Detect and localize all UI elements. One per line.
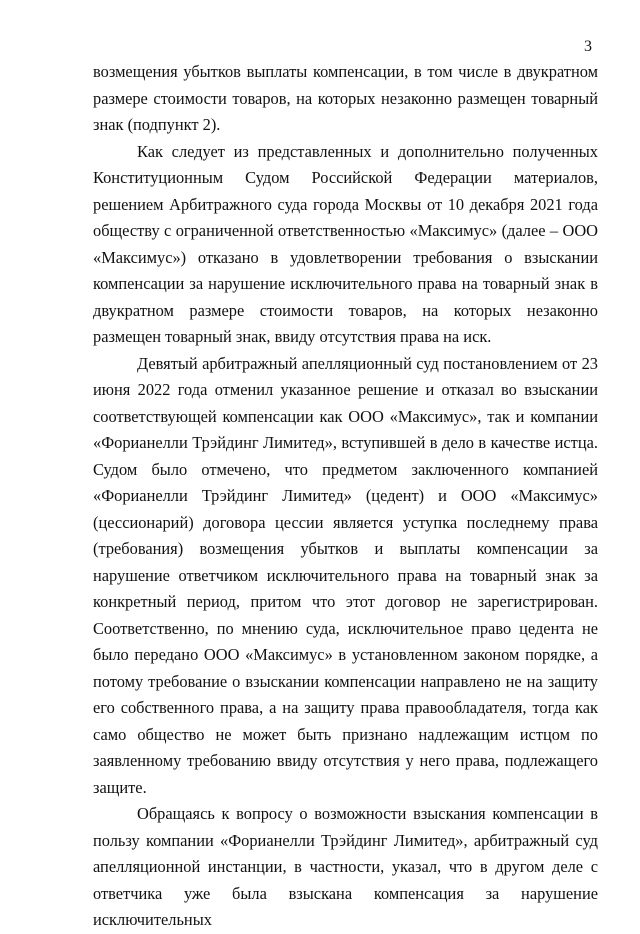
document-body — [93, 59, 598, 934]
page-number: 3 — [584, 38, 592, 55]
paragraph-3: Девятый арбитражный апелляционный суд постановлением от 23 июня 2022 года отменил указанное решение и отказал во взыскании соответствующей компенсации как ООО «Максимус», так и компании «Форианелли Трэйдинг Лимитед», вступившей в дело в качестве истца. Судом было отмечено, что предметом заключенного компанией «Форианелли Трэйдинг Лимитед» (цедент) и ООО «Максимус» (цессионарий) договора цессии является уступка последнему права (требования) возмещения убытков и выплаты компенсации за нарушение ответчиком исключительного права на товарный знак за конкретный период, притом что этот договор не зарегистрирован. Соответственно, по мнению суда, исключительное право цедента не было передано ООО «Максимус» в установленном законом порядке, а потому требование о взыскании компенсации направлено не на защиту его собственного права, а на защиту права правообладателя, тогда как само общество не может быть признано надлежащим истцом по заявленному требованию ввиду отсутствия у него права, подлежащего защите. — [93, 353, 598, 797]
paragraph-1: возмещения убытков выплаты компенсации, в том числе в двукратном размере стоимости товаров, на которых незаконно размещен товарный знак (подпункт 2). — [93, 62, 598, 134]
paragraph-2: Как следует из представленных и дополнительно полученных Конституционным Судом Российской Федерации материалов, решением Арбитражного суда города Москвы от 10 декабря 2021 года обществу с ограниченной ответственностью «Максимус» (далее – ООО «Максимус») отказано в удовлетворении требования о взыскании компенсации за нарушение исключительного права на товарный знак в двукратном размере стоимости товаров, на которых незаконно размещен товарный знак, ввиду отсутствия права на иск. — [93, 141, 598, 346]
paragraph-4: Обращаясь к вопросу о возможности взыскания компенсации в пользу компании «Форианелли Трэйдинг Лимитед», арбитражный суд апелляционной инстанции, в частности, указал, что в другом деле с ответчика уже была взыскана компенсация за нарушение исключительных — [93, 804, 598, 929]
